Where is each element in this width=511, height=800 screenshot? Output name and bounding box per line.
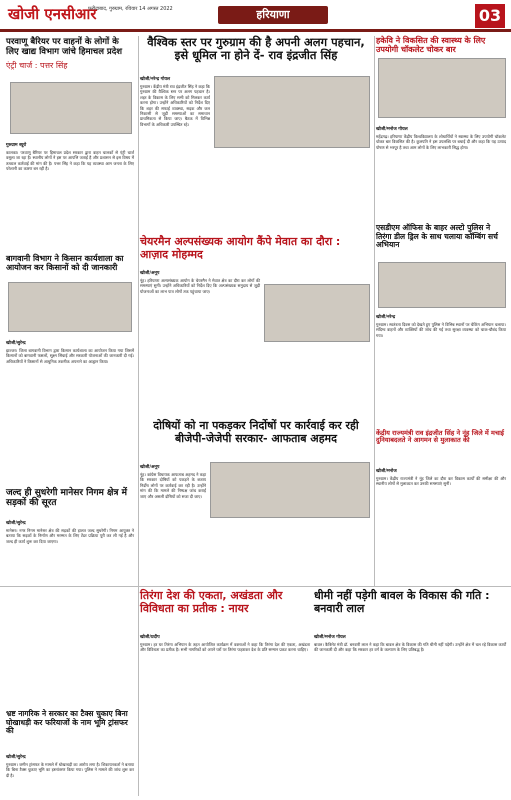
horizontal-divider <box>0 586 511 587</box>
story-9 <box>6 488 134 509</box>
byline-10: खोजी/प्रदीप <box>140 635 160 640</box>
dateline: फरीदाबाद, गुरुग्राम, रविवार 14 अगस्त 2022 <box>88 6 173 12</box>
body-11: बावल। कैबिनेट मंत्री डॉ. बनवारी लाल ने कहा कि बावल क्षेत्र के विकास की गति धीमी नहीं पड़ेगी। उन्होंने क्षेत्र में चल रहे विकास कार्यों की जानकारी दी और कहा कि सरकार हर वर्ग के कल्याण के लिए प्रतिबद्ध है। <box>314 642 506 653</box>
headline-12: भ्रष्ट नागरिक ने सरकार का टैक्स चुकाए बिना घोखाधड़ी कर फरियाजों के नाम भूमि ट्रांसफर की <box>6 709 128 736</box>
story-11 <box>314 590 506 615</box>
story-10 <box>140 590 310 615</box>
publication-logo: खोजी एनसीआर <box>8 5 97 23</box>
photo-story-7 <box>210 462 370 518</box>
photo-story-6 <box>378 262 506 308</box>
headline-3: हकेवि ने विकसित की स्वास्थ्य के लिए उपयोगी चॉकलेट चोकर बार <box>376 36 486 55</box>
byline-2: खोजी/नरेन्द्र गोयल <box>140 77 171 82</box>
body-7: नूंह। कांग्रेस विधायक आफताब अहमद ने कहा कि सरकार दोषियों को पकड़ने के बजाय निर्दोष लोगों पर कार्रवाई कर रही है। उन्होंने मांग की कि मामले की निष्पक्ष जांच कराई जाए और असली दोषियों को सजा दी जाए। <box>140 472 206 499</box>
headline-2: वैश्विक स्तर पर गुरुग्राम की है अपनी अलग पहचान, इसे धूमिल ना होने दें- राव इंद्रजीत सिंह <box>147 35 365 63</box>
story-9-body <box>6 518 134 544</box>
body-9: मानेसर। नगर निगम मानेसर क्षेत्र की सड़कों की हालत जल्द सुधरेगी। निगम आयुक्त ने बताया कि सड़कों के निर्माण और मरम्मत के लिए टेंडर प्रक्रिया पूरी कर ली गई है और जल्द ही कार्य शुरू कर दिया जाएगा। <box>6 528 134 544</box>
byline-7: खोजी/अनूप <box>140 465 160 470</box>
story-6-body <box>376 312 506 338</box>
story-8 <box>376 430 506 445</box>
headline-4: बागवानी विभाग ने किसान कार्यशाला का आयोजन कर किसानों को दी जानकारी <box>6 254 124 273</box>
headline-1: परवाणू बैरियर पर वाहनाें के लोगों के लिए खाद्य विभाग जांचे हिमाचल प्रदेश <box>6 37 123 57</box>
story-1-body <box>6 140 134 172</box>
body-10: गुरुग्राम। हर घर तिरंगा अभियान के तहत आयोजित कार्यक्रम में वक्ताओं ने कहा कि तिरंगा देश की एकता, अखंडता और विविधता का प्रतीक है। सभी नागरिकों को अपने घरों पर तिरंगा फहराकर देश के प्रति सम्मान प्रकट करना चाहिए। <box>140 642 310 653</box>
story-10-body <box>140 632 310 653</box>
byline-3: खोजी/मनोज गोयल <box>376 127 408 132</box>
body-4: झज्जर। जिला बागवानी विभाग द्वारा किसान कार्यशाला का आयोजन किया गया जिसमें किसानों को बागवानी फसलों, सूक्ष्म सिंचाई और सरकारी योजनाओं की जानकारी दी गई। अधिकारियों ने किसानों से आधुनिक तकनीक अपनाने का आह्वान किया। <box>6 348 134 364</box>
body-6: गुरुग्राम। स्वतंत्रता दिवस को देखते हुए पुलिस ने विभिन्न स्थानों पर चेकिंग अभियान चलाया। संदिग्ध वाहनों और व्यक्तियों की जांच की गई तथा सुरक्षा व्यवस्था को चाक-चौबंद किया गया। <box>376 322 506 338</box>
headline-6: एसडीएम ऑफिस के बाहर अल्टो पुलिस ने तिरंगा डील ड्रिल के साथ चलाया कॉम्बिंग सर्च अभियान <box>376 223 498 250</box>
photo-story-2 <box>214 76 370 148</box>
byline-8: खोजी/मनोज <box>376 469 397 474</box>
column-divider-left <box>138 36 139 796</box>
story-12-body <box>6 752 134 778</box>
body-5: नूंह। हरियाणा अल्पसंख्यक आयोग के चेयरमैन ने मेवात क्षेत्र का दौरा कर लोगों की समस्याएं सुनीं। उन्होंने अधिकारियों को निर्देश दिए कि अल्पसंख्यक समुदाय से जुड़ी योजनाओं का लाभ पात्र लोगों तक पहुंचाया जाए। <box>140 278 260 294</box>
story-6 <box>376 224 506 250</box>
column-divider-right <box>374 36 375 586</box>
photo-story-5 <box>264 284 370 342</box>
body-2: गुरुग्राम। केंद्रीय मंत्री राव इंद्रजीत सिंह ने कहा कि गुरुग्राम की वैश्विक स्तर पर अलग पहचान है। शहर के विकास के लिए सभी को मिलकर कार्य करना होगा। उन्होंने अधिकारियों को निर्देश दिए कि शहर की सफाई व्यवस्था, सड़क और जल निकासी से जुड़ी समस्याओं का समाधान प्राथमिकता से किया जाए। बैठक में विभिन्न विभागों के अधिकारी उपस्थित रहे। <box>140 84 210 127</box>
byline-5: खोजी/अनूप <box>140 271 160 276</box>
story-2 <box>140 36 372 62</box>
byline-9: खोजी/सुरेन्द्र <box>6 521 26 526</box>
story-4-body <box>6 338 134 364</box>
byline-11: खोजी/मनोज गोयल <box>314 635 346 640</box>
story-3-body <box>376 124 506 150</box>
body-12: गुरुग्राम। जमीन ट्रांसफर के मामले में धोखाधड़ी का आरोप लगा है। शिकायतकर्ता ने बताया कि बिना टैक्स चुकाए भूमि का हस्तांतरण किया गया। पुलिस ने मामले की जांच शुरू कर दी है। <box>6 762 134 778</box>
story-7 <box>140 420 372 445</box>
headline-7: दोषियों को ना पकड़कर निर्दोषों पर कार्रवाई कर रही बीजेपी-जेजेपी सरकार- आफताब अहमद <box>153 419 359 445</box>
section-tag: हरियाणा <box>218 6 328 24</box>
story-5 <box>140 236 372 261</box>
headline-9: जल्द ही सुधरेगी मानेसर निगम क्षेत्र में सड़कों की सूरत <box>6 488 127 509</box>
headline-11: धीमी नहीं पड़ेगी बावल के विकास की गति : बनवारी लाल <box>314 589 490 615</box>
byline-4: खोजी/सुरेन्द्र <box>6 341 26 346</box>
headline-10: तिरंगा देश की एकता, अखंडता और विविधता का प्रतीक : नायर <box>140 589 283 615</box>
body-1: कालका। परवाणू बैरियर पर हिमाचल प्रदेश सरकार द्वारा वाहन चालकों से एंट्री चार्ज वसूला जा रहा है। स्थानीय लोगों ने इस पर आपत्ति जताई है और प्रशासन से इस विषय में तत्काल कार्रवाई की मांग की है। पत्तर सिंह ने कहा कि यह व्यवस्था आम जनता के लिए परेशानी का कारण बन रही है। <box>6 150 134 172</box>
story-11-body <box>314 632 506 653</box>
photo-story-1 <box>10 82 132 134</box>
story-2-body <box>140 74 210 234</box>
headline-5: चेयरमैन अल्पसंख्यक आयोग कैंपे मेवात का दौरा : आज़ाद मोहम्मद <box>140 235 341 261</box>
headline-8: केंद्रीय राज्यमंत्री राव इंद्रजीत सिंह ने नूंह जिले में मचाई दुनियाबदलते ने आगमन से मुलाकात की <box>376 429 504 445</box>
story-12 <box>6 710 134 736</box>
story-3 <box>376 36 506 54</box>
story-5-body <box>140 268 260 294</box>
photo-story-4 <box>8 282 132 332</box>
story-8-body <box>376 466 506 487</box>
byline-1: गुरुग्राम ब्यूरो <box>6 143 27 148</box>
byline-12: खोजी/सुरेन्द्र <box>6 755 26 760</box>
subheadline-1: एंट्री चार्ज : पत्तर सिंह <box>6 60 68 70</box>
photo-story-3 <box>378 58 506 118</box>
byline-6: खोजी/नरेन्द्र <box>376 315 396 320</box>
masthead <box>0 0 511 32</box>
story-4 <box>6 254 134 272</box>
body-8: गुरुग्राम। केंद्रीय राज्यमंत्री ने नूंह जिले का दौरा कर विकास कार्यों की समीक्षा की और स्थानीय लोगों से मुलाकात कर उनकी समस्याएं सुनीं। <box>376 476 506 487</box>
body-3: महेंद्रगढ़। हरियाणा केंद्रीय विश्वविद्यालय के शोधार्थियों ने स्वास्थ्य के लिए उपयोगी चॉकलेट चोकर बार विकसित की है। कुलपति ने इस उपलब्धि पर बधाई दी और कहा कि यह उत्पाद पोषण से भरपूर है तथा आम लोगों के लिए लाभकारी सिद्ध होगा। <box>376 134 506 150</box>
story-7-body <box>140 462 206 499</box>
page-number: 03 <box>475 4 505 28</box>
